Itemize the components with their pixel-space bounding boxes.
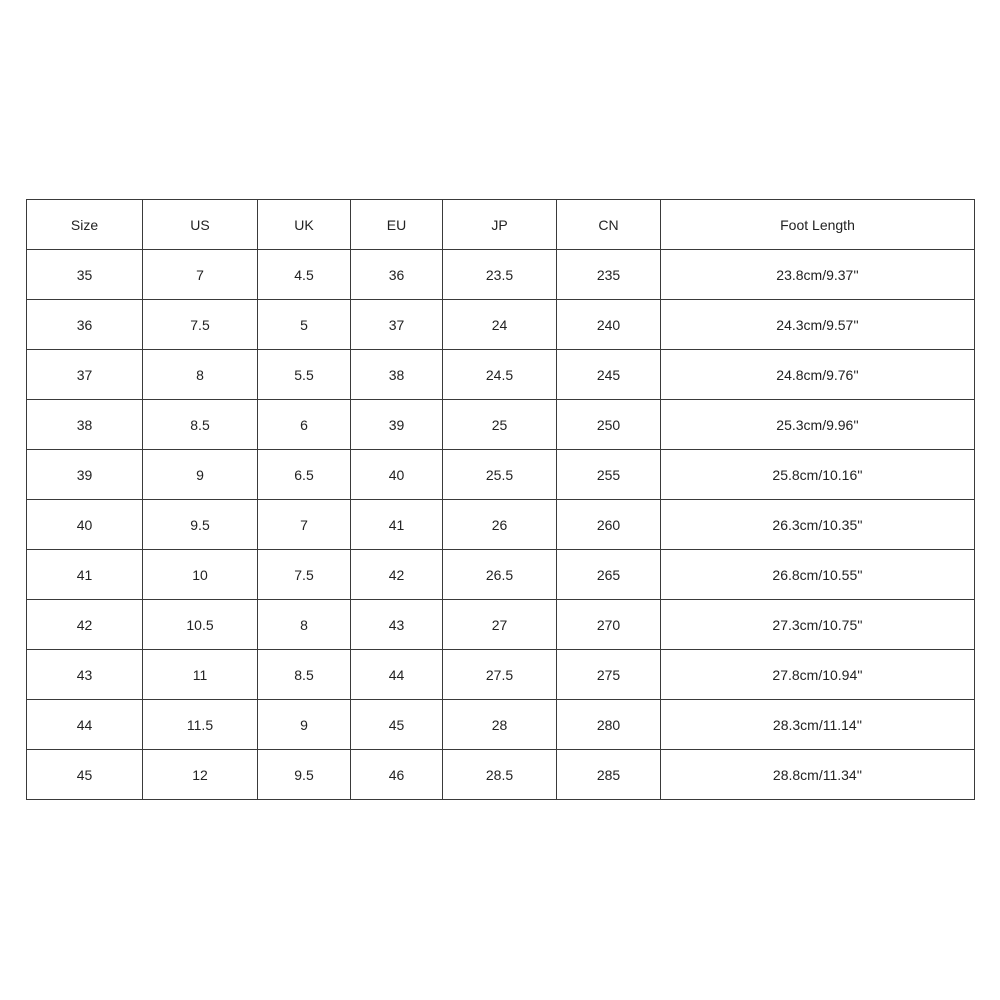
table-header-row — [27, 200, 975, 250]
table-row — [27, 550, 975, 600]
cell-jp: 25 — [443, 400, 557, 450]
cell-us: 10 — [143, 550, 258, 600]
cell-uk: 8.5 — [258, 650, 351, 700]
header-jp: JP — [443, 200, 557, 250]
cell-cn: 270 — [557, 600, 661, 650]
cell-uk: 9 — [258, 700, 351, 750]
table-row — [27, 600, 975, 650]
cell-jp: 26 — [443, 500, 557, 550]
cell-eu: 41 — [351, 500, 443, 550]
cell-cn: 235 — [557, 250, 661, 300]
cell-eu: 38 — [351, 350, 443, 400]
table-row — [27, 250, 975, 300]
cell-eu: 36 — [351, 250, 443, 300]
table-row — [27, 300, 975, 350]
cell-uk: 5 — [258, 300, 351, 350]
cell-size: 44 — [27, 700, 143, 750]
table-row — [27, 500, 975, 550]
cell-size: 45 — [27, 750, 143, 800]
cell-cn: 280 — [557, 700, 661, 750]
cell-eu: 44 — [351, 650, 443, 700]
cell-cn: 285 — [557, 750, 661, 800]
cell-foot-length: 25.3cm/9.96'' — [661, 400, 975, 450]
cell-us: 7.5 — [143, 300, 258, 350]
cell-foot-length: 28.8cm/11.34'' — [661, 750, 975, 800]
cell-jp: 28 — [443, 700, 557, 750]
cell-us: 11.5 — [143, 700, 258, 750]
cell-jp: 26.5 — [443, 550, 557, 600]
cell-jp: 25.5 — [443, 450, 557, 500]
cell-us: 9.5 — [143, 500, 258, 550]
header-cn: CN — [557, 200, 661, 250]
cell-foot-length: 24.3cm/9.57'' — [661, 300, 975, 350]
cell-size: 40 — [27, 500, 143, 550]
cell-uk: 4.5 — [258, 250, 351, 300]
cell-jp: 27.5 — [443, 650, 557, 700]
cell-jp: 23.5 — [443, 250, 557, 300]
header-size: Size — [27, 200, 143, 250]
cell-us: 9 — [143, 450, 258, 500]
cell-cn: 245 — [557, 350, 661, 400]
cell-eu: 39 — [351, 400, 443, 450]
cell-cn: 250 — [557, 400, 661, 450]
table-row — [27, 450, 975, 500]
cell-us: 8 — [143, 350, 258, 400]
cell-cn: 275 — [557, 650, 661, 700]
cell-us: 7 — [143, 250, 258, 300]
cell-jp: 28.5 — [443, 750, 557, 800]
cell-uk: 9.5 — [258, 750, 351, 800]
cell-foot-length: 23.8cm/9.37'' — [661, 250, 975, 300]
cell-cn: 255 — [557, 450, 661, 500]
cell-jp: 27 — [443, 600, 557, 650]
cell-uk: 8 — [258, 600, 351, 650]
cell-eu: 45 — [351, 700, 443, 750]
cell-size: 38 — [27, 400, 143, 450]
table-row — [27, 700, 975, 750]
cell-uk: 6.5 — [258, 450, 351, 500]
header-eu: EU — [351, 200, 443, 250]
cell-size: 41 — [27, 550, 143, 600]
header-us: US — [143, 200, 258, 250]
cell-size: 36 — [27, 300, 143, 350]
cell-us: 10.5 — [143, 600, 258, 650]
cell-cn: 260 — [557, 500, 661, 550]
size-chart-table — [26, 199, 975, 800]
cell-uk: 7.5 — [258, 550, 351, 600]
table-row — [27, 350, 975, 400]
cell-foot-length: 28.3cm/11.14'' — [661, 700, 975, 750]
cell-us: 8.5 — [143, 400, 258, 450]
cell-us: 11 — [143, 650, 258, 700]
table-row — [27, 750, 975, 800]
cell-size: 39 — [27, 450, 143, 500]
cell-foot-length: 27.3cm/10.75'' — [661, 600, 975, 650]
cell-jp: 24.5 — [443, 350, 557, 400]
cell-foot-length: 25.8cm/10.16'' — [661, 450, 975, 500]
cell-eu: 40 — [351, 450, 443, 500]
table-row — [27, 650, 975, 700]
cell-eu: 46 — [351, 750, 443, 800]
cell-eu: 42 — [351, 550, 443, 600]
cell-cn: 265 — [557, 550, 661, 600]
cell-us: 12 — [143, 750, 258, 800]
cell-size: 43 — [27, 650, 143, 700]
cell-cn: 240 — [557, 300, 661, 350]
cell-uk: 7 — [258, 500, 351, 550]
cell-foot-length: 27.8cm/10.94'' — [661, 650, 975, 700]
cell-foot-length: 26.8cm/10.55'' — [661, 550, 975, 600]
cell-uk: 6 — [258, 400, 351, 450]
cell-uk: 5.5 — [258, 350, 351, 400]
header-uk: UK — [258, 200, 351, 250]
cell-foot-length: 24.8cm/9.76'' — [661, 350, 975, 400]
cell-size: 35 — [27, 250, 143, 300]
table-row — [27, 400, 975, 450]
cell-eu: 43 — [351, 600, 443, 650]
cell-eu: 37 — [351, 300, 443, 350]
cell-jp: 24 — [443, 300, 557, 350]
cell-foot-length: 26.3cm/10.35'' — [661, 500, 975, 550]
header-foot-length: Foot Length — [661, 200, 975, 250]
cell-size: 37 — [27, 350, 143, 400]
table-body — [27, 250, 975, 800]
cell-size: 42 — [27, 600, 143, 650]
